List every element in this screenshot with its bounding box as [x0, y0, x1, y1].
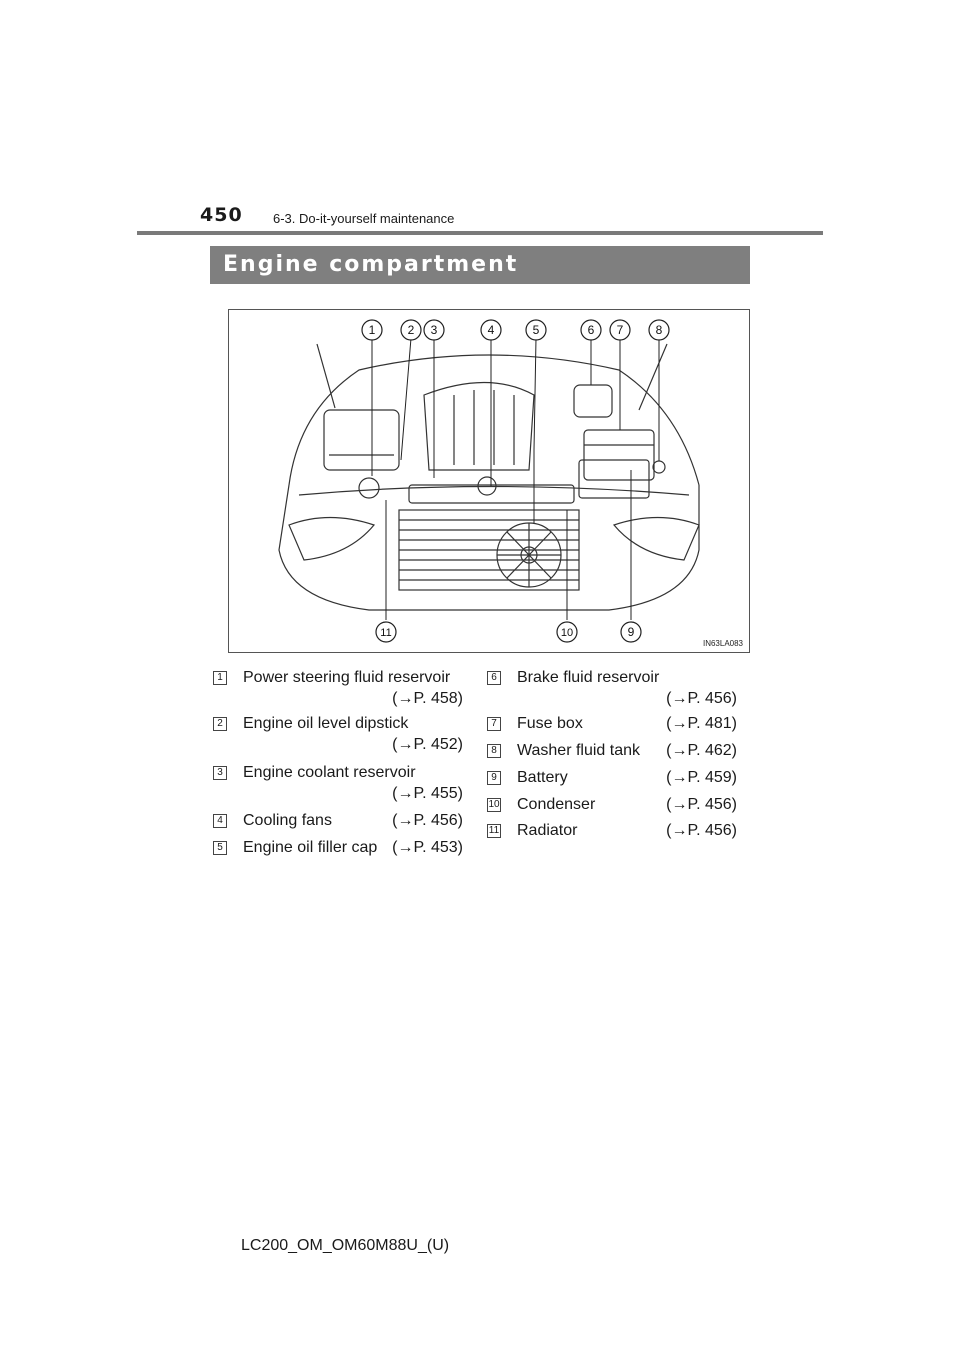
callout-2: 2 — [407, 323, 415, 337]
callout-9: 9 — [627, 625, 635, 639]
legend-item — [487, 742, 737, 762]
legend-item — [487, 669, 737, 709]
figure-code: IN63LA083 — [702, 639, 743, 648]
callout-4: 4 — [487, 323, 495, 337]
callout-11: 11 — [380, 627, 392, 639]
legend-item — [213, 812, 463, 832]
title-bar — [210, 246, 750, 284]
legend-page-ref: (→P. 452) — [392, 736, 463, 753]
legend-number: 7 — [487, 717, 501, 731]
legend-number: 3 — [213, 766, 227, 780]
legend-label: Engine coolant reservoir — [243, 764, 416, 781]
legend-item — [213, 764, 463, 804]
header-divider — [137, 231, 823, 235]
legend-number: 9 — [487, 771, 501, 785]
legend-page-ref: (→P. 456) — [666, 796, 737, 813]
legend-label: Cooling fans — [243, 812, 332, 829]
legend-number: 11 — [488, 825, 500, 836]
legend-page-ref: (→P. 455) — [392, 785, 463, 802]
legend-item — [487, 796, 737, 816]
legend-label: Washer fluid tank — [517, 742, 641, 759]
page-title: Engine compartment — [223, 252, 519, 277]
footer-doc-code: LC200_OM_OM60M88U_(U) — [241, 1237, 450, 1254]
legend-page-ref: (→P. 462) — [666, 742, 737, 759]
legend-label: Engine oil level dipstick — [243, 715, 409, 732]
engine-drawing — [229, 310, 750, 653]
legend-page-ref: (→P. 459) — [666, 769, 737, 786]
legend-item — [487, 822, 737, 842]
legend-item — [487, 769, 737, 789]
section-title: 6-3. Do-it-yourself maintenance — [273, 211, 455, 226]
legend-label: Power steering fluid reservoir — [243, 669, 451, 686]
legend-number: 1 — [213, 671, 227, 685]
legend-number: 2 — [213, 717, 227, 731]
legend-label: Fuse box — [517, 715, 583, 732]
legend-label: Battery — [517, 769, 568, 786]
legend-number: 10 — [488, 799, 500, 810]
legend-number: 6 — [487, 671, 501, 685]
legend-page-ref: (→P. 456) — [666, 822, 737, 839]
callout-7: 7 — [616, 323, 624, 337]
legend-number: 8 — [487, 744, 501, 758]
legend-number: 5 — [213, 841, 227, 855]
legend-number: 4 — [213, 814, 227, 828]
callout-8: 8 — [655, 323, 663, 337]
legend-page-ref: (→P. 458) — [392, 690, 463, 707]
legend-page-ref: (→P. 456) — [392, 812, 463, 829]
callout-10: 10 — [560, 627, 574, 639]
legend-page-ref: (→P. 456) — [666, 690, 737, 707]
legend-label: Engine oil filler cap — [243, 839, 378, 856]
callout-5: 5 — [532, 323, 540, 337]
legend-item — [213, 669, 463, 709]
engine-illustration — [228, 309, 750, 653]
callout-3: 3 — [430, 323, 438, 337]
legend-item — [487, 715, 737, 735]
legend-label: Condenser — [517, 796, 596, 813]
legend-page-ref: (→P. 453) — [392, 839, 463, 856]
legend-label: Radiator — [517, 822, 578, 839]
callout-1: 1 — [368, 323, 376, 337]
legend-item — [213, 839, 463, 859]
legend-item — [213, 715, 463, 755]
legend-page-ref: (→P. 481) — [666, 715, 737, 732]
legend-label: Brake fluid reservoir — [517, 669, 660, 686]
callout-6: 6 — [587, 323, 595, 337]
page-number: 450 — [200, 204, 243, 226]
